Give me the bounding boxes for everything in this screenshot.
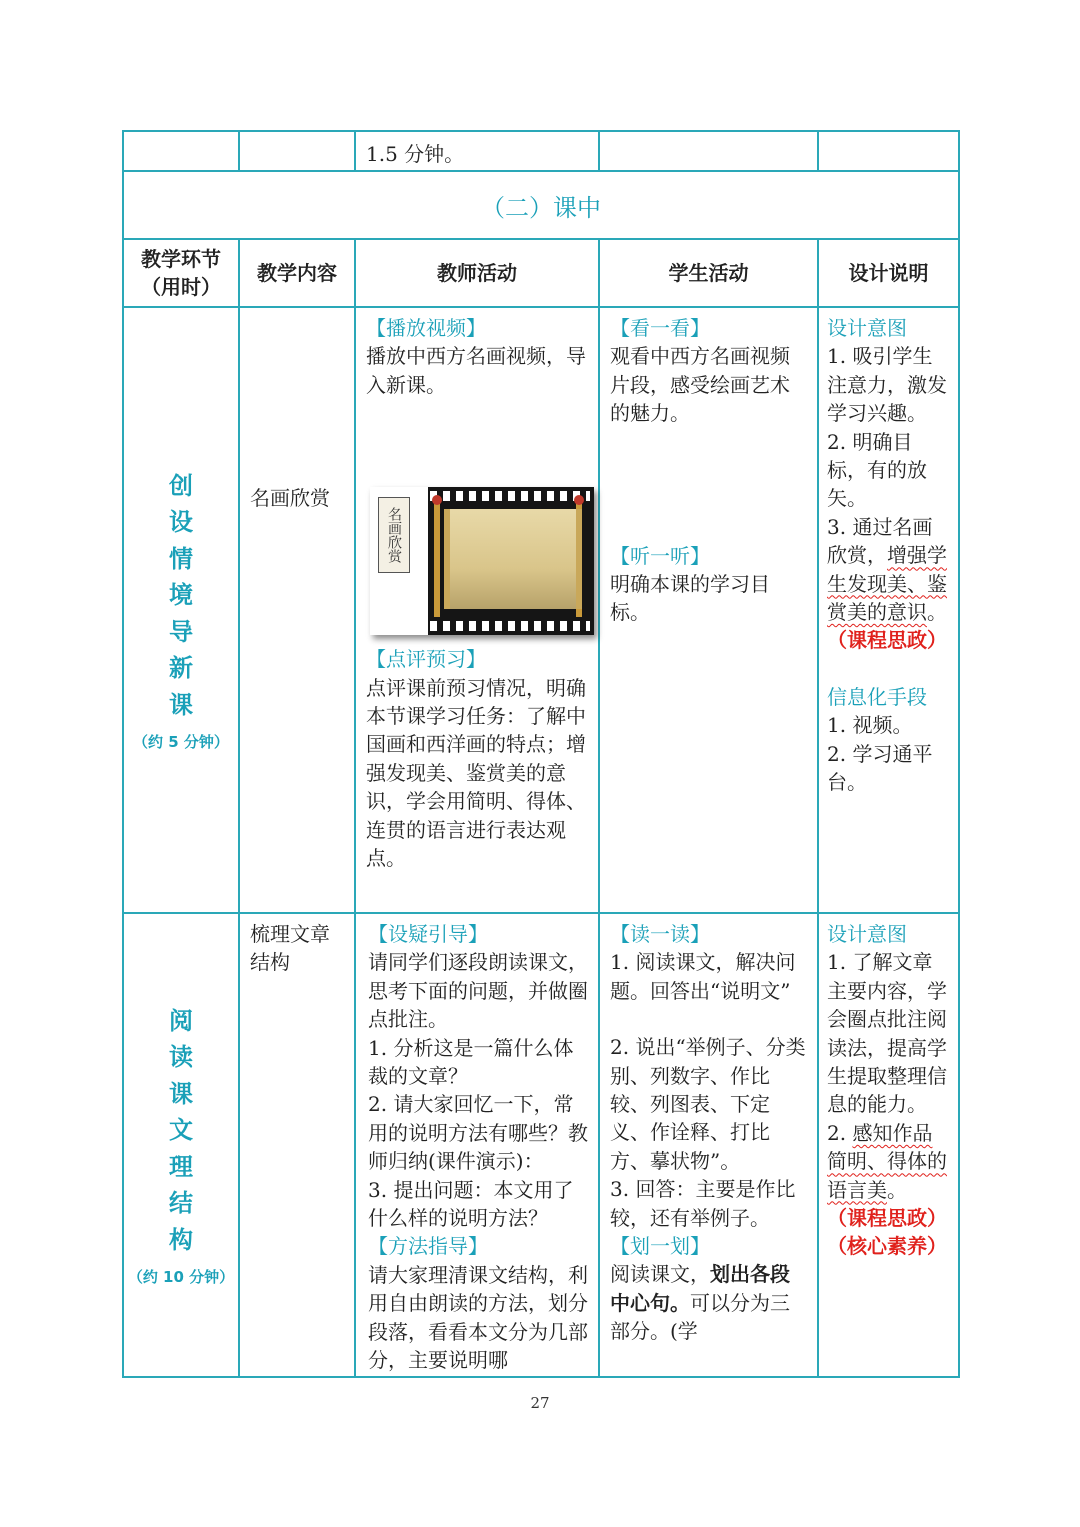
tag-method-guide: 【方法指导】 xyxy=(368,1234,488,1259)
student-activity-cell: 【读一读】 1. 阅读课文，解决问题。回答出“说明文” 2. 说出“举例子、分类别、列数字、作比较、列图表、下定义、作诠释、打比方、摹状物”。 3. 回答：主要是作比较，还有举例子。 【划一划】 阅读课文，划出各段中心句。可以分为三部分。(学 xyxy=(599,913,818,1377)
stage-title xyxy=(124,1003,238,1259)
table-row xyxy=(123,307,959,913)
teacher-activity-cell: 【设疑引导】 请同学们逐段朗读课文，思考下面的问题，并做圈点批注。 1. 分析这是一篇什么体裁的文章？ 2. 请大家回忆一下，常用的说明方法有哪些？教师归纳(课件演示)： 3. 提出问题：本文用了什么样的说明方法？ 【方法指导】 请大家理清课文结构，利用自由朗读的方法，划分段落，看看本文分为几部分，主要说明哪 xyxy=(355,913,599,1377)
section-row xyxy=(123,171,959,239)
tag-watch: 【看一看】 xyxy=(610,316,710,340)
section-title: （二）课中 xyxy=(123,171,959,239)
teacher-activity-cell: 1.5 分钟。 xyxy=(355,131,599,171)
stage-title-char: 文 xyxy=(169,1116,193,1145)
lesson-plan-table xyxy=(122,130,960,1378)
ideology-tag: （课程思政） xyxy=(827,628,947,653)
tag-underline: 【划一划】 xyxy=(610,1234,710,1259)
student-activity-cell: 【看一看】 观看中西方名画视频片段，感受绘画艺术的魅力。 【听一听】 明确本课的学习目标。 xyxy=(599,307,818,913)
design-notes-cell: 设计意图 1. 了解文章主要内容，学会圈点批注阅读法，提高学生提取整理信息的能力。 2. 感知作品简明、得体的语言美。 （课程思政） （核心素养） xyxy=(818,913,959,1377)
stage-title xyxy=(124,468,238,724)
stage-title-char: 课 xyxy=(169,1079,193,1108)
stage-title-char: 设 xyxy=(169,508,193,537)
header-content: 教学内容 xyxy=(239,239,355,307)
content-cell: 梳理文章结构 xyxy=(239,913,355,1377)
it-means-title: 信息化手段 xyxy=(827,684,927,709)
design-intent-title: 设计意图 xyxy=(827,316,907,340)
table-row xyxy=(123,913,959,1377)
teacher-activity-cell: 【播放视频】 播放中西方名画视频，导入新课。 名画欣赏 【点评预习】 点评课前预习情况，明确本节课学习任务：了解中国画和西洋画的特点；增强发现美、鉴赏美的意识，学会用简明、得体、连贯的语言进行表达观点。 xyxy=(355,307,599,913)
header-student: 学生活动 xyxy=(599,239,818,307)
tag-play-video: 【播放视频】 xyxy=(366,316,486,340)
stage-title-char: 新 xyxy=(169,654,193,683)
design-intent-title: 设计意图 xyxy=(827,922,907,946)
stage-time: （约 10 分钟） xyxy=(127,1268,235,1287)
stage-cell xyxy=(123,307,239,913)
stage-title-char: 理 xyxy=(169,1152,193,1181)
content-cell: 名画欣赏 xyxy=(239,307,355,913)
header-stage: 教学环节 （用时） xyxy=(123,239,239,307)
table-row xyxy=(123,131,959,171)
stage-cell xyxy=(123,913,239,1377)
stage-title-char: 境 xyxy=(169,581,193,610)
header-design: 设计说明 xyxy=(818,239,959,307)
ideology-tag: （课程思政） xyxy=(827,1206,947,1231)
tag-review-preview: 【点评预习】 xyxy=(366,647,486,672)
tag-read: 【读一读】 xyxy=(610,922,710,946)
tag-listen: 【听一听】 xyxy=(610,543,710,568)
core-literacy-tag: （核心素养） xyxy=(827,1234,947,1259)
tag-question-guide: 【设疑引导】 xyxy=(368,922,488,946)
page-number: 27 xyxy=(530,1394,550,1412)
image-label: 名画欣赏 xyxy=(378,497,410,573)
stage-title-char: 导 xyxy=(169,617,193,646)
stage-title-char: 结 xyxy=(169,1189,193,1218)
stage-title-char: 构 xyxy=(169,1225,193,1254)
stage-title-char: 阅 xyxy=(169,1006,193,1035)
famous-painting-image xyxy=(370,487,594,635)
header-row xyxy=(123,239,959,307)
stage-title-char: 情 xyxy=(169,544,193,573)
stage-title-char: 创 xyxy=(169,471,193,500)
header-teacher: 教师活动 xyxy=(355,239,599,307)
design-notes-cell: 设计意图 1. 吸引学生注意力，激发学习兴趣。 2. 明确目标，有的放矢。 3. 通过名画欣赏，增强学生发现美、鉴赏美的意识。 （课程思政） 信息化手段 1. 视频。 2. 学习通平台。 xyxy=(818,307,959,913)
stage-time: （约 5 分钟） xyxy=(133,733,229,752)
stage-title-char: 读 xyxy=(169,1043,193,1072)
landscape-painting xyxy=(444,509,582,609)
stage-title-char: 课 xyxy=(169,690,193,719)
